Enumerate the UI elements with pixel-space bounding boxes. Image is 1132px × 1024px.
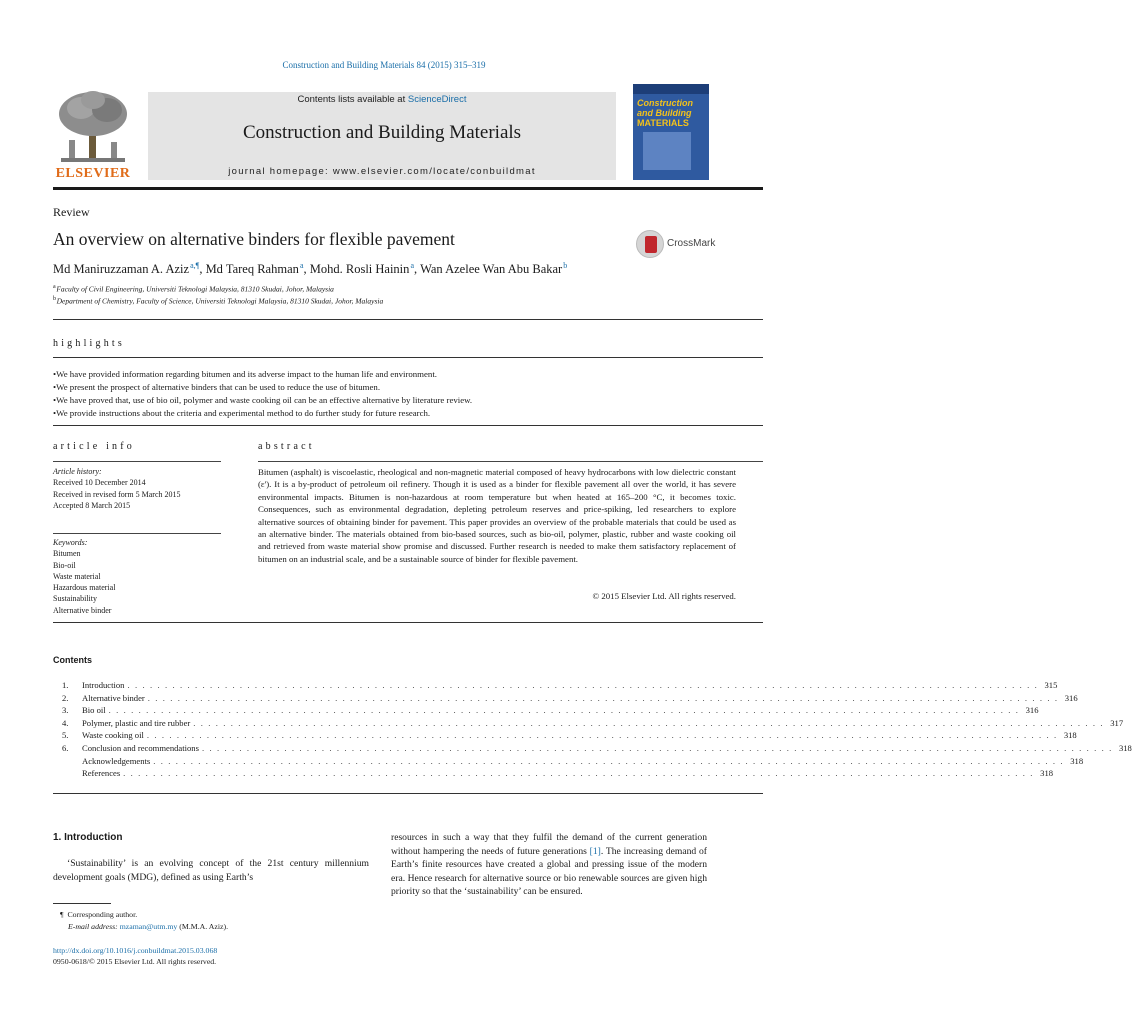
keyword: Hazardous material <box>53 583 116 593</box>
affiliation-b: $^b$ Department of Chemistry, Faculty of Science, Universiti Teknologi Malaysia, 81310 Skudai, Johor, Malaysia <box>53 296 384 306</box>
elsevier-wordmark: ELSEVIER <box>55 166 131 181</box>
abstract-heading: abstract <box>258 441 315 452</box>
sciencedirect-link[interactable]: ScienceDirect <box>407 94 467 105</box>
highlights-list <box>53 368 763 420</box>
toc-item[interactable]: 1. Introduction . . . . . . . . . . . . . . . . . . . . . . . . . . . . . . . . . . . . . . . . . . . . . . . . . . . . . . . . . . . . . . . . . . . . . . . . . . . . . . . . . . . . . . . . . . . . . . . . . . . . . . . . . . . . . . . . . . . . . . . . . . 315 <box>62 680 1058 690</box>
keyword: Sustainability <box>53 594 97 604</box>
corresponding-author-note: ¶ Corresponding author. <box>60 910 138 919</box>
divider <box>53 533 221 534</box>
divider <box>53 622 763 623</box>
reference-link[interactable]: [1] <box>589 845 601 857</box>
divider <box>53 793 763 794</box>
intro-paragraph-left: ‘Sustainability’ is an evolving concept of the 21st century millennium development goals (MDG), defined as using Earth’s <box>53 858 369 883</box>
contents-heading: Contents <box>53 655 92 665</box>
toc-item[interactable]: 5. Waste cooking oil . . . . . . . . . . . . . . . . . . . . . . . . . . . . . . . . . . . . . . . . . . . . . . . . . . . . . . . . . . . . . . . . . . . . . . . . . . . . . . . . . . . . . . . . . . . . . . . . . . . . . . . . . . . . . . . . . . . . . . . . . . 318 <box>62 730 1077 741</box>
crossmark-icon <box>636 230 664 258</box>
keyword: Bio-oil <box>53 560 76 570</box>
keyword: Waste material <box>53 571 101 581</box>
journal-homepage[interactable]: journal homepage: www.elsevier.com/locate/conbuildmat <box>228 166 536 177</box>
keyword: Alternative binder <box>53 605 112 615</box>
email-line: E-mail address: mzaman@utm.my (M.M.A. Aziz). <box>68 922 229 931</box>
highlight-item: • We have provided information regarding bitumen and its adverse impact to the human life and environment. <box>53 368 763 381</box>
intro-paragraph-right: resources in such a way that they fulfil the demand of the current generation without hampering the needs of future generations [1]. The increasing demand of Earth’s finite resources have created a global and pressing issue of the modern era. Hence research for alternative source or bio renewable sources are given high priority so that the ‘sustainability’ can be ensured. <box>391 832 707 898</box>
highlights-heading: highlights <box>53 338 126 349</box>
toc-item[interactable]: Acknowledgements . . . . . . . . . . . . . . . . . . . . . . . . . . . . . . . . . . . . . . . . . . . . . . . . . . . . . . . . . . . . . . . . . . . . . . . . . . . . . . . . . . . . . . . . . . . . . . . . . . . . . . . . . . . . . . . . . . . . . . . . . . 318 <box>82 755 1084 766</box>
cover-top-band <box>633 84 709 94</box>
highlight-item: • We provide instructions about the criteria and experimental method to do further study for future research. <box>53 407 763 420</box>
issn-line: 0950-0618/© 2015 Elsevier Ltd. All rights reserved. <box>53 957 217 966</box>
toc-item[interactable]: References . . . . . . . . . . . . . . . . . . . . . . . . . . . . . . . . . . . . . . . . . . . . . . . . . . . . . . . . . . . . . . . . . . . . . . . . . . . . . . . . . . . . . . . . . . . . . . . . . . . . . . . . . . . . . . . . . . . . . . . . . . 318 <box>82 768 1054 779</box>
crossmark-badge[interactable]: CrossMark <box>636 230 746 260</box>
article-history: Article history: Received 10 December 2014 Received in revised form 5 March 2015 Accepted 8 March 2015 <box>53 467 181 510</box>
toc-item[interactable]: 6. Conclusion and recommendations . . . . . . . . . . . . . . . . . . . . . . . . . . . . . . . . . . . . . . . . . . . . . . . . . . . . . . . . . . . . . . . . . . . . . . . . . . . . . . . . . . . . . . . . . . . . . . . . . . . . . . . . . . . . . . . . . . . . . . . . . . 318 <box>62 742 1132 753</box>
journal-citation[interactable]: Construction and Building Materials 84 (2015) 315–319 <box>282 60 486 70</box>
journal-cover-thumbnail <box>633 84 709 180</box>
table-of-contents <box>62 679 1132 780</box>
keywords-block: Keywords: Bitumen Bio-oil Waste material Hazardous material Sustainability Alternative binder <box>53 537 221 616</box>
cover-title: Construction and Building MATERIALS <box>637 98 693 128</box>
divider <box>258 461 763 462</box>
abstract-text: Bitumen (asphalt) is viscoelastic, rheological and non-magnetic material composed of heavy hydrocarbons with low dielectric constant (ε'). It is a by-product of petroleum oil refinery. Though it is used as a binder for flexible pavement all over the world, it has severe environmental impacts. Bitumen is non-hazardous at room temperature but when heated at 165–200 °C, it becomes toxic. Consequences, such as environmental degradation, depleting petroleum reserves and price-spiking, led researchers to explore alternative sources of obtaining binder for pavement. This paper provides an overview of the probable materials that could be used as an alternative binder. The materials obtained from bio-based sources, such as bio-oil, polymer, plastic, rubber and waste cooking oil and retrieved from waste material show promise and discussed. Further research is needed to make them satisfactory replacement of bitumen on an industrial scale, and be a sustainable source of binder for flexible pavement. <box>258 467 736 564</box>
highlight-item: • We present the prospect of alternative binders that can be used to reduce the use of bitumen. <box>53 381 763 394</box>
contents-available-line: Contents lists available at ScienceDirect <box>297 94 467 105</box>
keyword: Bitumen <box>53 549 81 559</box>
affiliation-a: $^a$ Faculty of Civil Engineering, Universiti Teknologi Malaysia, 81310 Skudai, Johor, Malaysia <box>53 284 334 294</box>
paper-title: An overview on alternative binders for flexible pavement <box>53 229 455 249</box>
author-list: Md Maniruzzaman A. Aziz $^{a,\P}$, Md Tareq Rahman $^a$, Mohd. Rosli Hainin $^a$, Wan Azelee Wan Abu Bakar $^b$ <box>53 261 568 277</box>
header-rule <box>53 187 763 190</box>
divider <box>53 319 763 320</box>
article-type: Review <box>53 205 90 219</box>
journal-name: Construction and Building Materials <box>242 122 522 143</box>
toc-item[interactable]: 4. Polymer, plastic and tire rubber . . . . . . . . . . . . . . . . . . . . . . . . . . . . . . . . . . . . . . . . . . . . . . . . . . . . . . . . . . . . . . . . . . . . . . . . . . . . . . . . . . . . . . . . . . . . . . . . . . . . . . . . . . . . . . . . . . . . . . . . . . 317 <box>62 717 1124 728</box>
toc-item[interactable]: 3. Bio oil . . . . . . . . . . . . . . . . . . . . . . . . . . . . . . . . . . . . . . . . . . . . . . . . . . . . . . . . . . . . . . . . . . . . . . . . . . . . . . . . . . . . . . . . . . . . . . . . . . . . . . . . . . . . . . . . . . . . . . . . . . 316 <box>62 705 1039 716</box>
abstract-copyright: © 2015 Elsevier Ltd. All rights reserved. <box>592 591 736 601</box>
toc-item[interactable]: 2. Alternative binder . . . . . . . . . . . . . . . . . . . . . . . . . . . . . . . . . . . . . . . . . . . . . . . . . . . . . . . . . . . . . . . . . . . . . . . . . . . . . . . . . . . . . . . . . . . . . . . . . . . . . . . . . . . . . . . . . . . . . . . . . . 316 <box>62 692 1078 703</box>
divider <box>53 425 763 426</box>
section-heading-introduction: 1. Introduction <box>53 832 123 843</box>
divider <box>53 461 221 462</box>
email-link[interactable]: mzaman@utm.my <box>119 922 178 931</box>
divider <box>53 357 763 358</box>
highlight-item: • We have proved that, use of bio oil, polymer and waste cooking oil can be an effective alternative by literature review. <box>53 394 763 407</box>
doi-link[interactable]: http://dx.doi.org/10.1016/j.conbuildmat.2015.03.068 <box>53 946 218 955</box>
article-info-heading: article info <box>53 441 135 452</box>
cover-image-block <box>643 132 691 170</box>
footnote-rule <box>53 903 111 904</box>
